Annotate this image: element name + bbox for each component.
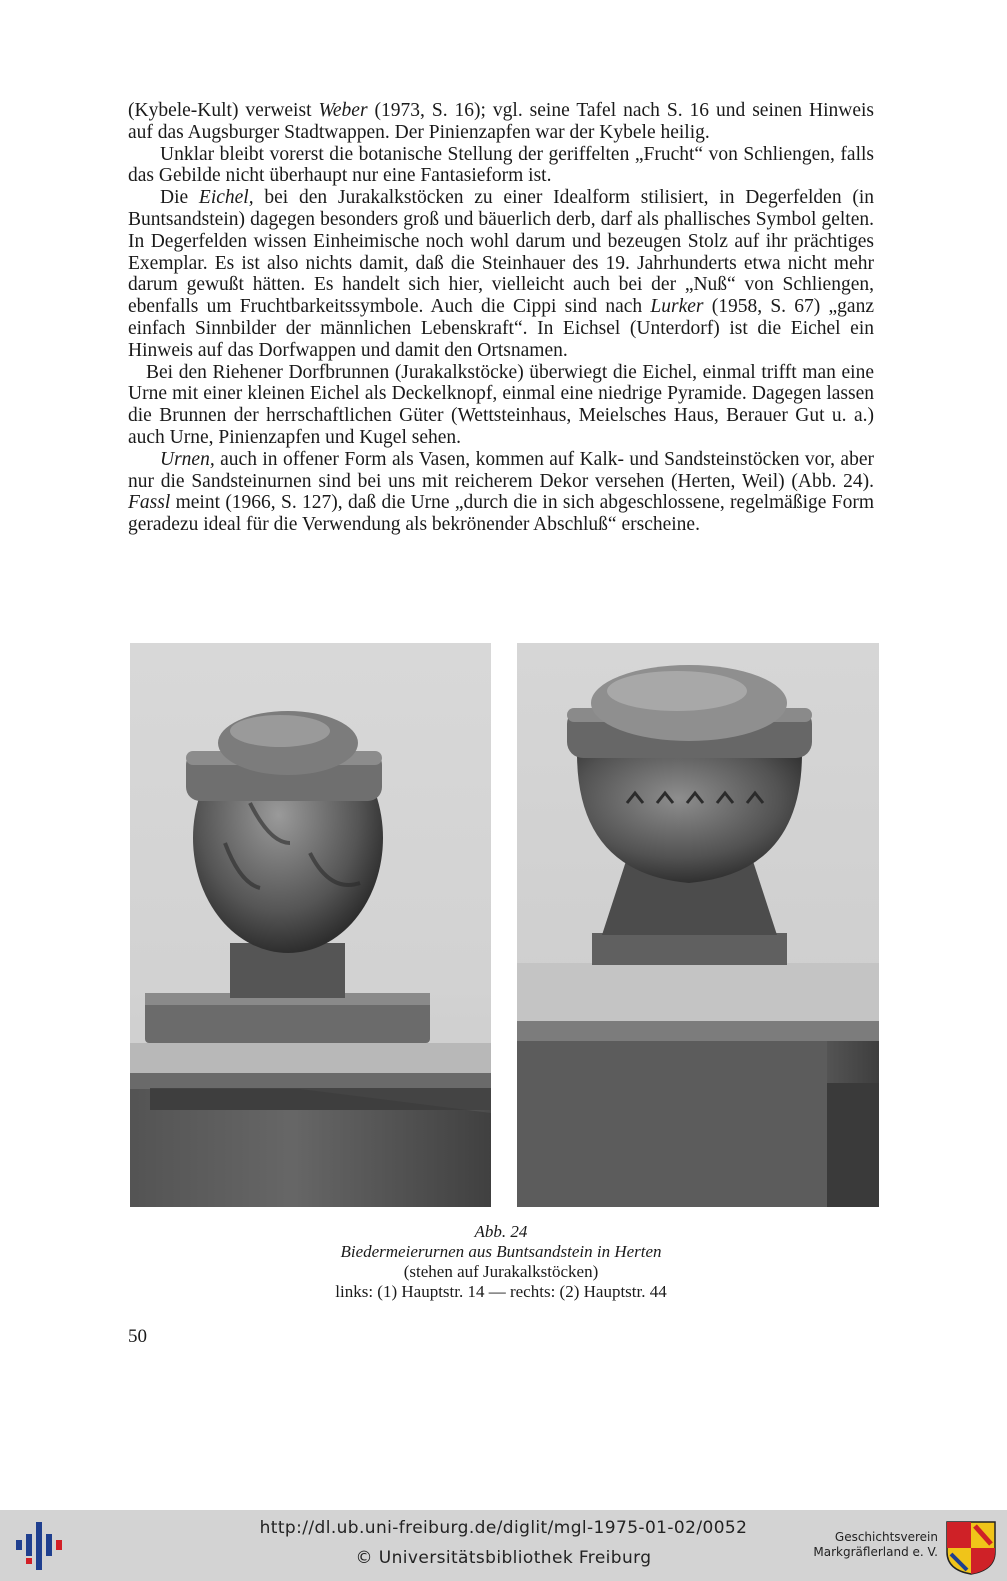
paragraph-3: Die Eichel, bei den Jurakalkstöcken zu einer Idealform stilisiert, in Degerfelden (in Buntsandstein) dagegen besonders groß und bäuerlich derb, darf als phallisches Symbol gelten. In Degerfelden wissen Einheimische noch wohl darum und bezeugen Stolz auf ihr prächtiges Exemplar. Es ist also nichts damit, daß die Steinhauer des 19. Jahrhunderts etwa nicht mehr darum gewußt hätten. Es handelt sich hier, vielleicht auch bei der „Nuß“ von Schliengen, ebenfalls um Fruchtbarkeitssymbole. Auch die Cippi sind nach Lurker (1958, S. 67) „ganz einfach Sinnbilder der männlichen Lebenskraft“. In Eichsel (Unterdorf) ist die Eichel ein Hinweis auf das Dorfwappen und damit den Ortsnamen.	[128, 187, 874, 361]
caption-figure-number: Abb. 24	[474, 1222, 528, 1241]
paragraph-2: Unklar bleibt vorerst die botanische Stellung der geriffelten „Frucht“ von Schliengen, falls das Gebilde nicht überhaupt nur eine Fantasieform ist.	[128, 143, 874, 187]
paragraph-1: (Kybele-Kult) verweist Weber (1973, S. 16); vgl. seine Tafel nach S. 16 und seinen Hinweis auf das Augsburger Stadtwappen. Der Pinienzapfen war der Kybele heilig.	[128, 100, 874, 143]
coat-of-arms-icon	[945, 1520, 997, 1576]
society-line-1: Geschichtsverein	[834, 1530, 938, 1544]
photo-urn-left	[130, 643, 491, 1207]
body-text	[128, 100, 874, 536]
figure-caption	[128, 1222, 874, 1302]
paragraph-5: Urnen, auch in offener Form als Vasen, kommen auf Kalk- und Sandsteinstöcken vor, aber nur die Sandsteinurnen sind bei uns mit reicherem Dekor versehen (Herten, Weil) (Abb. 24). Fassl meint (1966, S. 127), daß die Urne „durch die in sich abgeschlossene, regelmäßige Form geradezu ideal für die Verwendung als bekrönender Abschluß“ erscheine.	[128, 448, 874, 536]
footer-bar	[0, 1510, 1007, 1581]
footer-copyright: © Universitätsbibliothek Freiburg	[355, 1548, 652, 1568]
society-name	[808, 1530, 938, 1560]
caption-title: Biedermeierurnen aus Buntsandstein in Herten	[340, 1242, 662, 1261]
urn-left-drawing	[130, 643, 491, 1207]
caption-subtitle: (stehen auf Jurakalkstöcken)	[403, 1262, 599, 1281]
caption-detail: links: (1) Hauptstr. 14 — rechts: (2) Hauptstr. 44	[335, 1282, 667, 1301]
figure-24	[130, 643, 879, 1207]
page-number: 50	[128, 1326, 147, 1347]
footer-url-link[interactable]: http://dl.ub.uni-freiburg.de/diglit/mgl-1975-01-02/0052	[259, 1518, 748, 1538]
photo-urn-right	[517, 643, 879, 1207]
urn-right-drawing	[517, 643, 879, 1207]
paragraph-4: Bei den Riehener Dorfbrunnen (Jurakalkstöcke) überwiegt die Eichel, einmal trifft man eine Urne mit einer kleinen Eichel als Deckelknopf, einmal eine niedrige Pyramide. Dagegen lassen die Brunnen der herrschaftlichen Güter (Wettsteinhaus, Meielsches Haus, Berauer Gut u. a.) auch Urne, Pinienzapfen und Kugel sehen.	[128, 361, 874, 448]
society-line-2: Markgräflerland e. V.	[813, 1545, 938, 1559]
